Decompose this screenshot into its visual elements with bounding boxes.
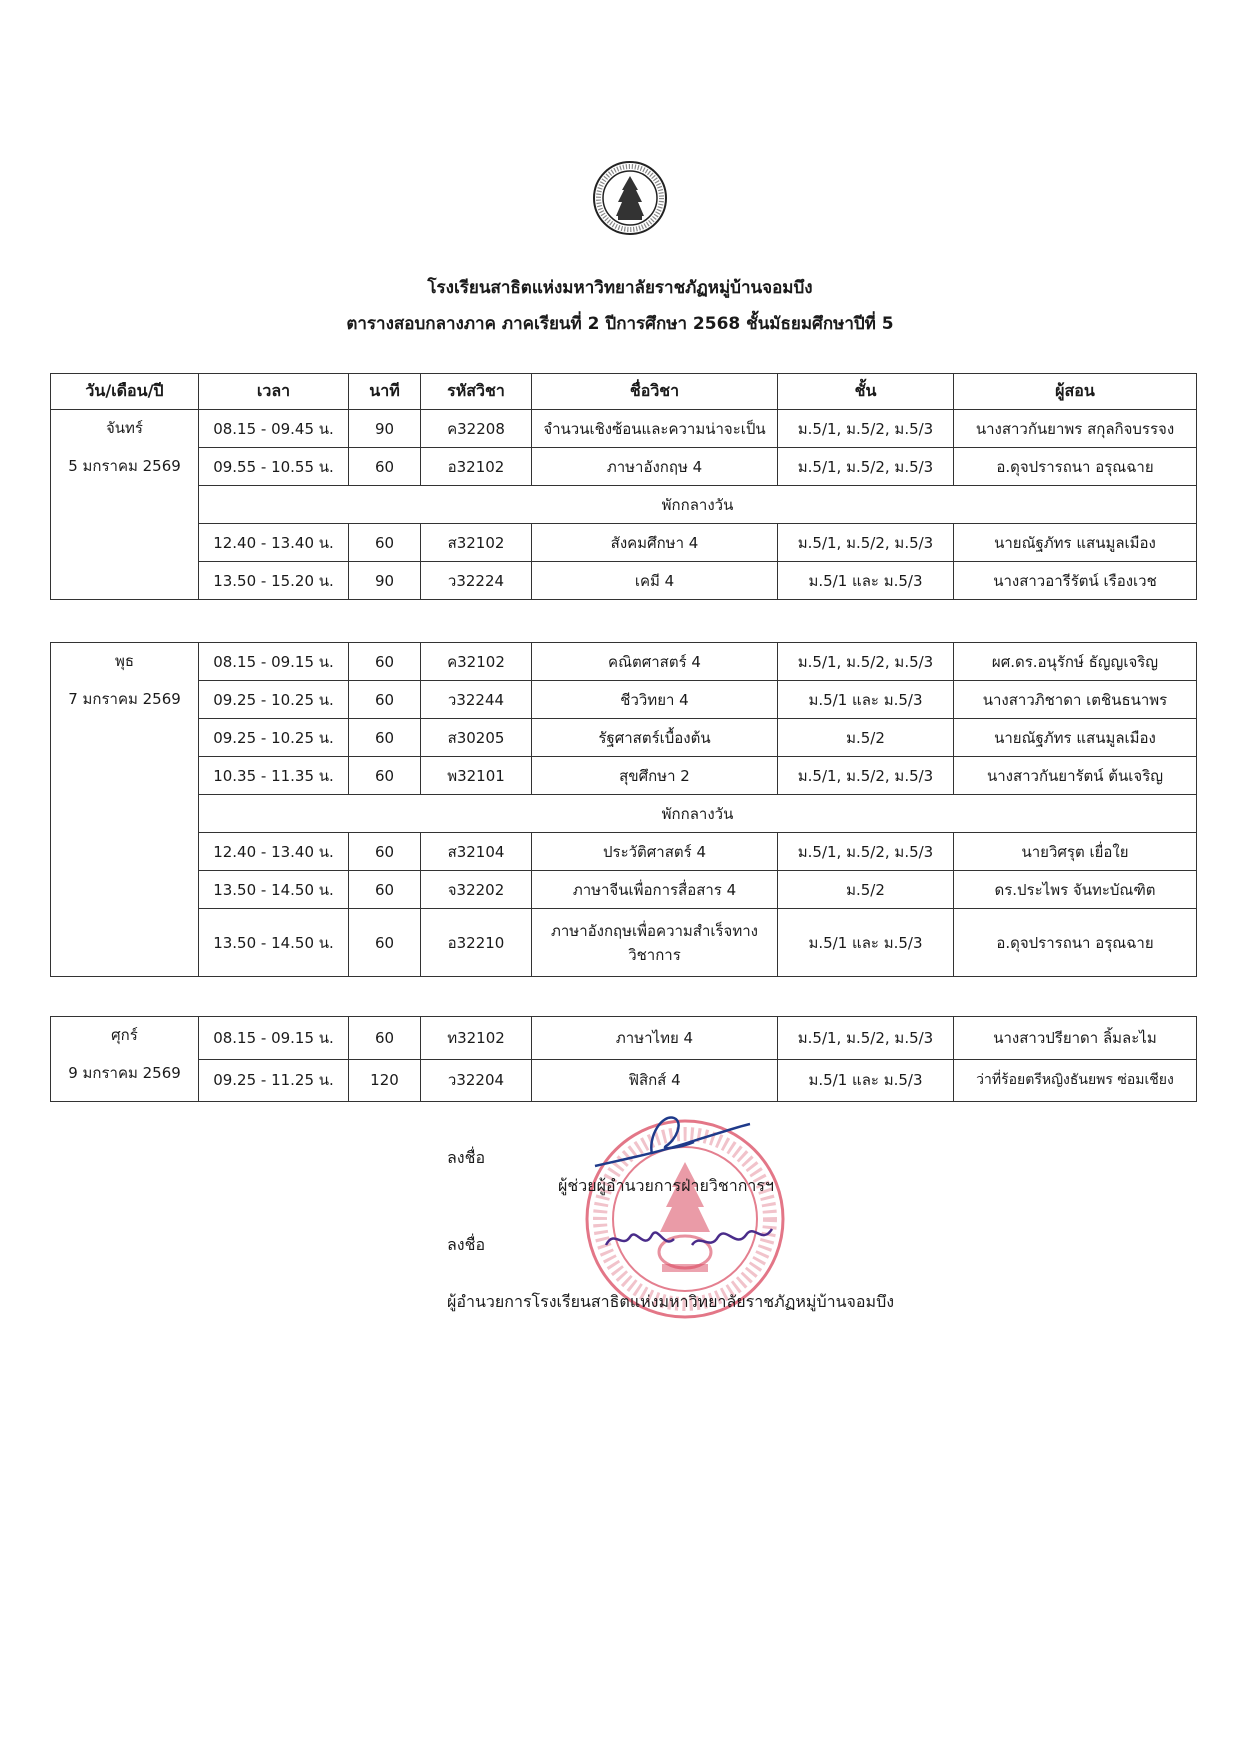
table-header-row bbox=[51, 374, 1197, 410]
code-cell: อ32102 bbox=[421, 448, 532, 486]
class-cell: ม.5/1 และ ม.5/3 bbox=[778, 681, 954, 719]
subject-cell: ประวัติศาสตร์ 4 bbox=[532, 833, 778, 871]
minutes-cell: 60 bbox=[349, 448, 421, 486]
subject-cell: ชีววิทยา 4 bbox=[532, 681, 778, 719]
col-header-minutes: นาที bbox=[349, 374, 421, 410]
time-cell: 08.15 - 09.15 น. bbox=[199, 1017, 349, 1060]
lunch-break-label: พักกลางวัน bbox=[199, 486, 1197, 524]
day-date: 9 มกราคม 2569 bbox=[68, 1064, 181, 1082]
lunch-break-row bbox=[51, 795, 1197, 833]
code-cell: ส32102 bbox=[421, 524, 532, 562]
day-name: ศุกร์ bbox=[111, 1026, 138, 1044]
class-cell: ม.5/2 bbox=[778, 719, 954, 757]
day-cell bbox=[51, 643, 199, 977]
time-cell: 13.50 - 15.20 น. bbox=[199, 562, 349, 600]
col-header-teacher: ผู้สอน bbox=[954, 374, 1197, 410]
table-row bbox=[51, 448, 1197, 486]
minutes-cell: 60 bbox=[349, 643, 421, 681]
subject-cell: เคมี 4 bbox=[532, 562, 778, 600]
table-row bbox=[51, 833, 1197, 871]
teacher-cell: ว่าที่ร้อยตรีหญิงธันยพร ซ่อมเชียง bbox=[954, 1059, 1197, 1102]
class-cell: ม.5/1 และ ม.5/3 bbox=[778, 1059, 954, 1102]
col-header-class: ชั้น bbox=[778, 374, 954, 410]
class-cell: ม.5/1 และ ม.5/3 bbox=[778, 562, 954, 600]
subject-cell: ภาษาไทย 4 bbox=[532, 1017, 778, 1060]
day-name: จันทร์ bbox=[106, 419, 143, 437]
teacher-cell: นางสาวอารีรัตน์ เรืองเวช bbox=[954, 562, 1197, 600]
code-cell: พ32101 bbox=[421, 757, 532, 795]
subject-cell: ภาษาอังกฤษ 4 bbox=[532, 448, 778, 486]
code-cell: ว32244 bbox=[421, 681, 532, 719]
class-cell: ม.5/1, ม.5/2, ม.5/3 bbox=[778, 643, 954, 681]
subject-cell: ภาษาอังกฤษเพื่อความสำเร็จทางวิชาการ bbox=[532, 909, 778, 977]
minutes-cell: 90 bbox=[349, 410, 421, 448]
subject-cell: รัฐศาสตร์เบื้องต้น bbox=[532, 719, 778, 757]
time-cell: 10.35 - 11.35 น. bbox=[199, 757, 349, 795]
code-cell: ว32204 bbox=[421, 1059, 532, 1102]
sign-label-2: ลงชื่อ bbox=[447, 1235, 486, 1254]
class-cell: ม.5/1, ม.5/2, ม.5/3 bbox=[778, 524, 954, 562]
time-cell: 09.25 - 10.25 น. bbox=[199, 681, 349, 719]
sign-label-1: ลงชื่อ bbox=[447, 1148, 486, 1167]
time-cell: 09.25 - 10.25 น. bbox=[199, 719, 349, 757]
class-cell: ม.5/2 bbox=[778, 871, 954, 909]
time-cell: 08.15 - 09.15 น. bbox=[199, 643, 349, 681]
schedule-table-monday bbox=[50, 373, 1197, 600]
table-row bbox=[51, 681, 1197, 719]
schedule-table-friday bbox=[50, 1016, 1197, 1102]
table-row bbox=[51, 719, 1197, 757]
subject-cell: สุขศึกษา 2 bbox=[532, 757, 778, 795]
code-cell: ว32224 bbox=[421, 562, 532, 600]
exam-schedule-title: ตารางสอบกลางภาค ภาคเรียนที่ 2 ปีการศึกษา 2568 ชั้นมัธยมศึกษาปีที่ 5 bbox=[346, 314, 894, 334]
minutes-cell: 60 bbox=[349, 871, 421, 909]
class-cell: ม.5/1, ม.5/2, ม.5/3 bbox=[778, 448, 954, 486]
day-date: 5 มกราคม 2569 bbox=[68, 457, 181, 475]
class-cell: ม.5/1 และ ม.5/3 bbox=[778, 909, 954, 977]
time-cell: 12.40 - 13.40 น. bbox=[199, 833, 349, 871]
minutes-cell: 60 bbox=[349, 909, 421, 977]
subject-cell: ภาษาจีนเพื่อการสื่อสาร 4 bbox=[532, 871, 778, 909]
school-logo-icon bbox=[592, 160, 668, 236]
minutes-cell: 90 bbox=[349, 562, 421, 600]
minutes-cell: 120 bbox=[349, 1059, 421, 1102]
day-date: 7 มกราคม 2569 bbox=[68, 690, 181, 708]
teacher-cell: นายวิศรุต เยื่อใย bbox=[954, 833, 1197, 871]
minutes-cell: 60 bbox=[349, 833, 421, 871]
class-cell: ม.5/1, ม.5/2, ม.5/3 bbox=[778, 410, 954, 448]
table-row bbox=[51, 410, 1197, 448]
minutes-cell: 60 bbox=[349, 1017, 421, 1060]
table-row bbox=[51, 562, 1197, 600]
time-cell: 09.55 - 10.55 น. bbox=[199, 448, 349, 486]
table-row bbox=[51, 1017, 1197, 1060]
code-cell: ส30205 bbox=[421, 719, 532, 757]
table-row bbox=[51, 909, 1197, 977]
teacher-cell: นางสาวภิชาดา เตชินธนาพร bbox=[954, 681, 1197, 719]
signer-role-1: ผู้ช่วยผู้อำนวยการฝ่ายวิชาการฯ bbox=[558, 1176, 774, 1195]
day-cell bbox=[51, 410, 199, 600]
minutes-cell: 60 bbox=[349, 719, 421, 757]
subject-cell: สังคมศึกษา 4 bbox=[532, 524, 778, 562]
table-row bbox=[51, 871, 1197, 909]
signature-1 bbox=[590, 1106, 755, 1176]
col-header-code: รหัสวิชา bbox=[421, 374, 532, 410]
code-cell: อ32210 bbox=[421, 909, 532, 977]
code-cell: จ32202 bbox=[421, 871, 532, 909]
minutes-cell: 60 bbox=[349, 524, 421, 562]
day-name: พุธ bbox=[114, 652, 135, 670]
table-row bbox=[51, 1059, 1197, 1102]
table-row bbox=[51, 643, 1197, 681]
code-cell: ส32104 bbox=[421, 833, 532, 871]
table-row bbox=[51, 757, 1197, 795]
time-cell: 13.50 - 14.50 น. bbox=[199, 871, 349, 909]
class-cell: ม.5/1, ม.5/2, ม.5/3 bbox=[778, 833, 954, 871]
minutes-cell: 60 bbox=[349, 681, 421, 719]
time-cell: 12.40 - 13.40 น. bbox=[199, 524, 349, 562]
table-row bbox=[51, 524, 1197, 562]
time-cell: 09.25 - 11.25 น. bbox=[199, 1059, 349, 1102]
lunch-break-label: พักกลางวัน bbox=[199, 795, 1197, 833]
col-header-subject: ชื่อวิชา bbox=[532, 374, 778, 410]
teacher-cell: นายณัฐภัทร แสนมูลเมือง bbox=[954, 524, 1197, 562]
class-cell: ม.5/1, ม.5/2, ม.5/3 bbox=[778, 757, 954, 795]
time-cell: 08.15 - 09.45 น. bbox=[199, 410, 349, 448]
school-name: โรงเรียนสาธิตแห่งมหาวิทยาลัยราชภัฏหมู่บ้านจอมบึง bbox=[427, 278, 813, 298]
lunch-break-row bbox=[51, 486, 1197, 524]
teacher-cell: นางสาวกันยารัตน์ ต้นเจริญ bbox=[954, 757, 1197, 795]
subject-cell: จำนวนเชิงซ้อนและความน่าจะเป็น bbox=[532, 410, 778, 448]
signature-2 bbox=[600, 1215, 780, 1263]
col-header-day: วัน/เดือน/ปี bbox=[51, 374, 199, 410]
teacher-cell: อ.ดุจปรารถนา อรุณฉาย bbox=[954, 909, 1197, 977]
teacher-cell: อ.ดุจปรารถนา อรุณฉาย bbox=[954, 448, 1197, 486]
code-cell: ค32208 bbox=[421, 410, 532, 448]
code-cell: ค32102 bbox=[421, 643, 532, 681]
time-cell: 13.50 - 14.50 น. bbox=[199, 909, 349, 977]
col-header-time: เวลา bbox=[199, 374, 349, 410]
class-cell: ม.5/1, ม.5/2, ม.5/3 bbox=[778, 1017, 954, 1060]
teacher-cell: ดร.ประไพร จันทะบัณฑิต bbox=[954, 871, 1197, 909]
teacher-cell: ผศ.ดร.อนุรักษ์ ธัญญเจริญ bbox=[954, 643, 1197, 681]
day-cell bbox=[51, 1017, 199, 1102]
teacher-cell: นางสาวกันยาพร สกุลกิจบรรจง bbox=[954, 410, 1197, 448]
subject-cell: ฟิสิกส์ 4 bbox=[532, 1059, 778, 1102]
teacher-cell: นายณัฐภัทร แสนมูลเมือง bbox=[954, 719, 1197, 757]
teacher-cell: นางสาวปรียาดา ลิ้มละไม bbox=[954, 1017, 1197, 1060]
code-cell: ท32102 bbox=[421, 1017, 532, 1060]
minutes-cell: 60 bbox=[349, 757, 421, 795]
signer-role-2: ผู้อำนวยการโรงเรียนสาธิตแห่งมหาวิทยาลัยราชภัฏหมู่บ้านจอมบึง bbox=[447, 1292, 895, 1311]
subject-cell: คณิตศาสตร์ 4 bbox=[532, 643, 778, 681]
schedule-table-wednesday bbox=[50, 642, 1197, 977]
